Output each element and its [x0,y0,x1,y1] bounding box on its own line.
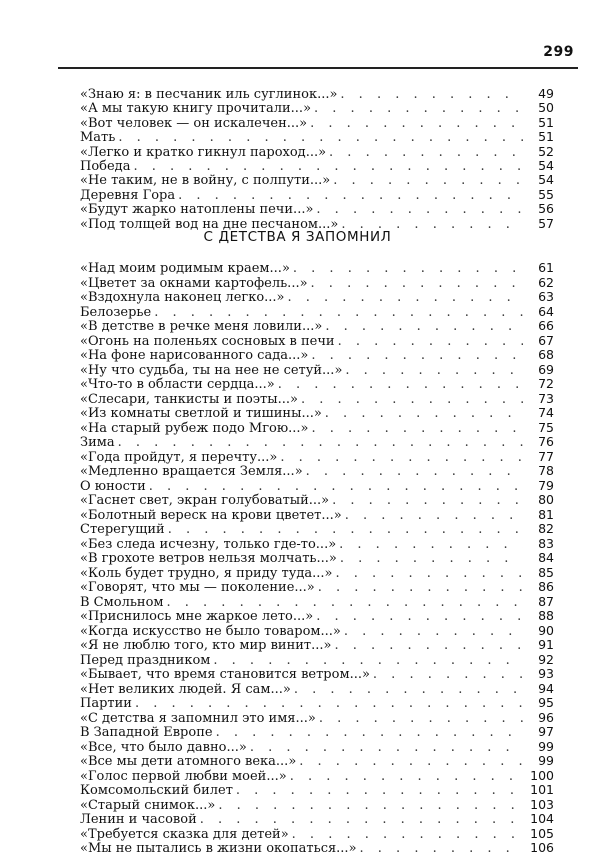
dot-leader [334,639,523,653]
dot-leader [167,596,523,610]
toc-entry-page: 76 [538,435,554,449]
header-rule [58,67,578,69]
toc-entry-page: 94 [538,681,554,696]
dot-leader [133,160,523,173]
toc-entry [80,827,554,842]
toc-entry-title: «Все мы дети атомного века...» [80,754,297,769]
toc-entry-title: Мать [80,130,116,145]
toc-entry-page: 84 [538,551,554,565]
toc-entry [80,421,554,436]
toc-entry-title: «Цветет за окнами картофель...» [80,275,308,290]
toc-entry [80,624,554,639]
toc-entry-title: «Под толщей вод на дне песчаном...» [80,216,339,231]
toc-entry-page: 51 [538,130,554,145]
page-number: 299 [543,44,574,60]
toc-entry-page: 78 [538,464,554,478]
toc-entry-title: «На фоне нарисованного сада...» [80,348,309,363]
toc-entry-title: «Нет великих людей. Я сам...» [80,681,291,696]
toc-entry-page: 79 [538,478,554,493]
toc-entry-title: В Смольном [80,594,164,609]
toc-entry [80,101,554,115]
dot-leader [314,102,523,115]
toc-entry [80,841,554,856]
toc-entry [80,276,554,291]
toc-entry [80,551,554,566]
toc-entry-page: 105 [530,826,554,841]
toc-entry [80,290,554,305]
toc-entry-page: 73 [538,391,554,406]
dot-leader [333,174,523,187]
toc-entry-title: «А мы такую книгу прочитали...» [80,101,312,116]
toc-entry [80,261,554,276]
toc-entry [80,173,554,187]
toc-entry-title: «Медленно вращается Земля...» [80,464,303,479]
dot-leader [178,189,523,202]
dot-leader [310,117,523,130]
toc-entry [80,740,554,755]
toc-entry-page: 87 [538,594,554,609]
toc-entry [80,159,554,173]
dot-leader [168,523,523,537]
dot-leader [373,668,523,682]
toc-entry [80,406,554,421]
dot-leader [318,581,523,595]
toc-entry [80,130,554,144]
toc-entry-page: 95 [538,696,554,710]
toc-entry-title: Деревня Гора [80,187,176,203]
dot-leader [306,465,523,479]
toc-entry-page: 64 [538,304,554,319]
toc-entry-page: 62 [538,275,554,290]
toc-entry-page: 103 [530,797,554,812]
toc-entry-title: «В детстве в речке меня ловили...» [80,319,323,334]
dot-leader [236,784,523,798]
toc-entry-title: «Требуется сказка для детей» [80,826,289,841]
toc-entry-title: «Года пройдут, я перечту...» [80,449,278,464]
toc-entry-page: 57 [538,216,554,231]
toc-entry [80,145,554,159]
toc-entry-title: «Коль будет трудно, я приду туда...» [80,565,333,580]
toc-entry-title: «Когда искусство не было товаром...» [80,623,341,638]
dot-leader [319,712,523,726]
dot-leader [311,277,523,291]
toc-entry [80,348,554,363]
toc-entry [80,725,554,740]
dot-leader [292,828,523,842]
dot-leader [293,262,523,276]
toc-entry-title: «Голос первой любви моей...» [80,768,287,783]
dot-leader [294,683,523,697]
toc-entry-title: «Огонь на поленьях сосновых в печи [80,333,335,348]
toc-entry-title: «Знаю я: в песчаник иль суглинок...» [80,87,338,102]
toc-entry-page: 75 [538,420,554,435]
toc-entry-page: 66 [538,319,554,333]
dot-leader [340,88,523,101]
toc-entry [80,653,554,668]
dot-leader [312,422,523,436]
toc-entry-page: 83 [538,536,554,551]
dot-leader [118,131,523,144]
toc-entry-title: «Все, что было давно...» [80,739,247,754]
toc-entry-title: «Без следа исчезну, только где-то...» [80,536,337,551]
toc-entry [80,334,554,349]
section-heading: С ДЕТСТВА Я ЗАПОМНИЛ [203,229,392,245]
dot-leader [118,436,523,450]
toc-entry-page: 86 [538,580,554,594]
toc-entry [80,508,554,523]
toc-entry [80,522,554,537]
toc-entry [80,450,554,465]
dot-leader [216,726,523,740]
toc-entry-page: 90 [538,623,554,638]
toc-entry-page: 61 [538,261,554,275]
toc-entry [80,566,554,581]
dot-leader [200,813,523,827]
dot-leader [345,364,523,378]
dot-leader [218,799,523,813]
toc-entry-page: 69 [538,362,554,377]
toc-entry-title: Белозерье [80,304,152,319]
toc-entry-title: Зима [80,435,115,450]
dot-leader [335,567,523,581]
toc-entry-page: 77 [538,449,554,464]
dot-leader [340,552,523,566]
toc-entry-title: «Гаснет свет, экран голубоватый...» [80,493,330,508]
toc-entry-title: В Западной Европе [80,725,213,740]
toc-entry-page: 96 [538,710,554,725]
toc-entry-title: «Мы не пытались в жизни окопаться...» [80,841,357,856]
toc-entry-page: 63 [538,290,554,304]
dot-leader [135,697,523,711]
toc-entry [80,754,554,769]
toc-entry [80,667,554,682]
toc-entry-title: «Из комнаты светлой и тишины...» [80,406,322,421]
dot-leader [288,291,524,305]
dot-leader [154,306,523,320]
dot-leader [332,494,523,508]
toc-entry [80,609,554,624]
toc-entry-title: О юности [80,478,146,493]
toc-entry-page: 54 [538,173,554,188]
toc-entry-page: 99 [538,754,554,768]
toc-entry-page: 82 [538,522,554,536]
toc-entry-page: 88 [538,609,554,623]
toc-entry-title: Перед праздником [80,652,211,667]
toc-entry-title: «Бывает, что время становится ветром...» [80,667,370,682]
toc-entry [80,493,554,508]
toc-entry-page: 54 [538,158,554,173]
toc-entry-title: Ленин и часовой [80,812,197,827]
toc-entry-title: Партии [80,696,132,711]
toc-entry-page: 93 [538,667,554,681]
dot-leader [213,654,523,668]
toc-entry [80,580,554,595]
toc-entry-page: 72 [538,377,554,391]
toc-entry-title: «Старый снимок...» [80,797,216,812]
toc-entry-title: «Я не люблю того, кто мир винит...» [80,638,332,653]
dot-leader [339,538,523,552]
dot-leader [329,146,523,159]
toc-entry-title: Комсомольский билет [80,783,233,798]
toc-entry-title: «Не таким, не в войну, с полпути...» [80,173,331,188]
toc-entry [80,638,554,653]
toc-entry-title: «Ну что судьба, ты на нее не сетуй...» [80,362,343,377]
toc-entry-page: 92 [538,652,554,667]
toc-entry [80,537,554,552]
toc-entry [80,305,554,320]
toc-entry [80,188,554,202]
dot-leader [316,203,523,216]
dot-leader [325,407,523,421]
toc-entry-title: Стерегущий [80,522,165,537]
toc-entry [80,812,554,827]
toc-entry-title: «Будут жарко натоплены печи...» [80,202,314,217]
toc-entry-page: 68 [538,348,554,362]
toc-entry-page: 81 [538,507,554,522]
toc-entry-title: «Приснилось мне жаркое лето...» [80,609,314,624]
toc-entry [80,711,554,726]
toc-entry-page: 67 [538,333,554,348]
toc-entry [80,87,554,101]
toc-entry-title: «На старый рубеж подо Мгою...» [80,420,309,435]
dot-leader [325,320,523,334]
dot-leader [278,378,523,392]
toc-entry-page: 104 [530,812,554,826]
toc-entry [80,392,554,407]
toc-entry-title: Победа [80,158,131,174]
toc-entry-title: «Вздохнула наконец легко...» [80,290,285,305]
toc-entry-title: «В грохоте ветров нельзя молчать...» [80,551,337,566]
toc-entry-title: «Вот человек — он искалечен...» [80,115,308,131]
dot-leader [290,770,523,784]
toc-entry-title: «Болотный вереск на крови цветет...» [80,507,342,522]
toc-list-bottom [80,261,554,856]
toc-entry-page: 85 [538,565,554,580]
toc-entry [80,202,554,216]
toc-entry [80,783,554,798]
toc-entry [80,696,554,711]
toc-entry-title: «Говорят, что мы — поколение...» [80,580,315,595]
toc-entry-title: «Что-то в области сердца...» [80,377,275,392]
toc-entry-page: 55 [538,187,554,202]
toc-entry [80,682,554,697]
toc-entry [80,319,554,334]
toc-entry [80,377,554,392]
toc-entry-title: «С детства я запомнил это имя...» [80,710,316,725]
toc-entry [80,464,554,479]
toc-entry-page: 97 [538,725,554,739]
toc-entry-title: «Слесари, танкисты и поэты...» [80,391,298,406]
toc-entry-page: 91 [538,638,554,652]
toc-entry-page: 52 [538,144,554,159]
dot-leader [301,393,523,407]
toc-entry [80,479,554,494]
toc-entry [80,116,554,130]
toc-entry-page: 74 [538,406,554,420]
dot-leader [345,509,523,523]
toc-entry-page: 100 [530,768,554,783]
toc-entry-page: 101 [530,783,554,797]
dot-leader [311,349,523,363]
dot-leader [360,842,523,856]
toc-entry-page: 49 [538,87,554,101]
dot-leader [338,335,523,349]
toc-entry [80,363,554,378]
toc-entry-title: «Легко и кратко гикнул пароход...» [80,144,327,159]
toc-entry-page: 99 [538,739,554,754]
dot-leader [299,755,523,769]
dot-leader [344,625,523,639]
toc-entry-page: 80 [538,493,554,507]
dot-leader [280,451,523,465]
toc-entry-page: 51 [538,115,554,130]
toc-entry [80,435,554,450]
toc-entry [80,769,554,784]
toc-entry-page: 56 [538,202,554,217]
dot-leader [250,741,523,755]
dot-leader [316,610,523,624]
toc-list-top [80,87,554,231]
dot-leader [149,480,523,494]
toc-entry [80,595,554,610]
toc-entry-page: 106 [530,841,554,855]
toc-entry-title: «Над моим родимым краем...» [80,261,290,276]
toc-entry-page: 50 [538,101,554,116]
